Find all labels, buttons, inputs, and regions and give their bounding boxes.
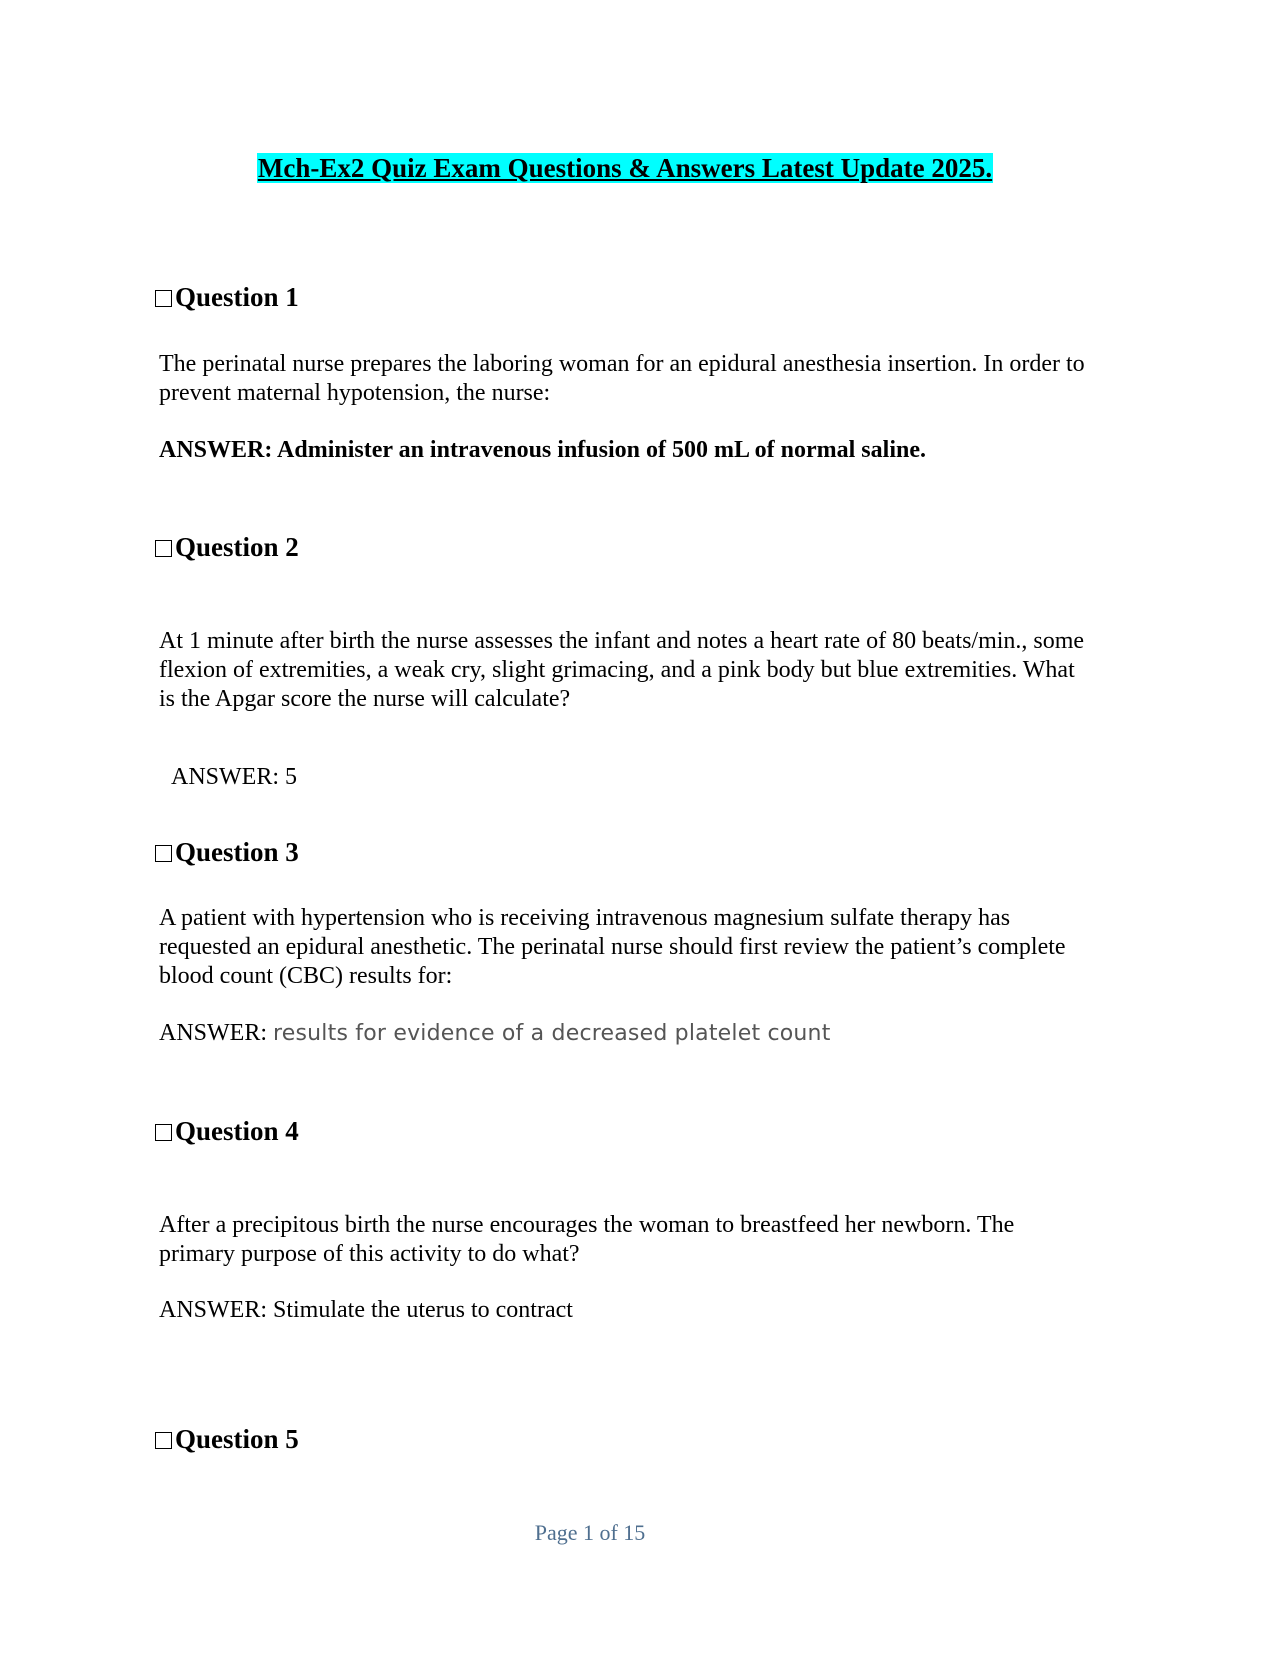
question-2-heading (155, 531, 299, 563)
question-4-text: After a precipitous birth the nurse encourages the woman to breastfeed her newborn. The primary purpose of this activity to do what? (159, 1212, 1015, 1267)
question-2-text: At 1 minute after birth the nurse assesses the infant and notes a heart rate of 80 beats/min., some flexion of extremities, a weak cry, slight grimacing, and a pink body but blue extremities. What is the Apgar score the nurse will calculate? (159, 628, 1085, 712)
question-3-heading (155, 836, 299, 868)
question-4-heading (155, 1115, 299, 1147)
question-4-answer: ANSWER: Stimulate the uterus to contract (159, 1297, 573, 1323)
question-3-answer (159, 1019, 831, 1048)
question-3-answer-value: results for evidence of a decreased platelet count (273, 1021, 831, 1046)
question-3-answer-label: ANSWER: (159, 1020, 267, 1046)
question-5-label: Question 5 (175, 1424, 299, 1454)
checkbox-icon (155, 845, 172, 862)
checkbox-icon (155, 1124, 172, 1141)
question-1-text: The perinatal nurse prepares the laboring woman for an epidural anesthesia insertion. In order to prevent maternal hypotension, the nurse: (159, 351, 1085, 406)
checkbox-icon (155, 540, 172, 557)
question-1-heading (155, 281, 299, 313)
question-3-label: Question 3 (175, 837, 299, 867)
document-title-text: Mch-Ex2 Quiz Exam Questions & Answers Latest Update 2025. (257, 153, 993, 183)
question-4-label: Question 4 (175, 1116, 299, 1146)
question-1-label: Question 1 (175, 282, 299, 312)
question-5-heading (155, 1423, 299, 1455)
page-number: Page 1 of 15 (534, 1520, 646, 1545)
question-2-label: Question 2 (175, 532, 299, 562)
document-title (0, 152, 1250, 184)
question-1-answer: ANSWER: Administer an intravenous infusion of 500 mL of normal saline. (159, 437, 926, 463)
checkbox-icon (155, 290, 172, 307)
question-2-answer: ANSWER: 5 (171, 764, 297, 790)
question-3-text: A patient with hypertension who is receiving intravenous magnesium sulfate therapy has requested an epidural anesthetic. The perinatal nurse should first review the patient’s complete blood count (CBC) results for: (159, 905, 1066, 989)
checkbox-icon (155, 1432, 172, 1449)
